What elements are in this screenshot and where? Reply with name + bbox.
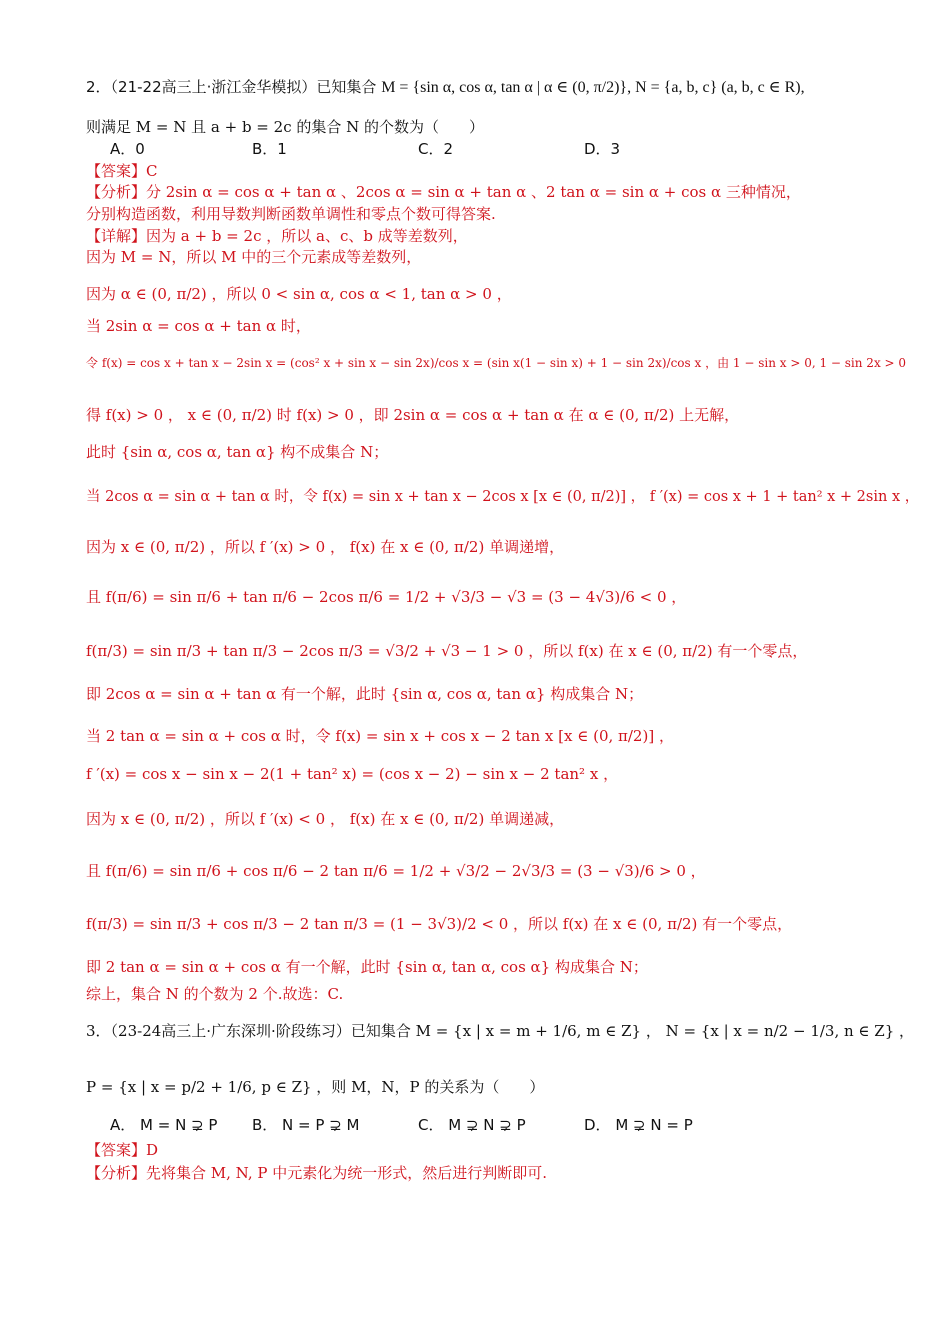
q2-option-c: C．2 [418, 140, 454, 158]
q2-stem-line2: 则满足 M = N 且 a + b = 2c 的集合 N 的个数为（ ） [86, 118, 485, 136]
q2-detail-line: 即 2cos α = sin α + tan α 有一个解，此时 {sin α, cos α, tan α} 构成集合 N； [86, 685, 644, 703]
q2-detail-line: 因为 α ∈ (0, π/2) ，所以 0 < sin α, cos α < 1, tan α > 0 ， [86, 285, 512, 303]
q3-option-c: C． M ⊋ N ⊋ P [418, 1116, 526, 1134]
q2-option-b: B．1 [252, 140, 287, 158]
q3-option-d: D． M ⊋ N = P [584, 1116, 693, 1134]
q2-detail-line: 且 f(π/6) = sin π/6 + cos π/6 − 2 tan π/6 = 1/2 + √3/2 − 2√3/3 = (3 − √3)/6 > 0 ， [86, 862, 706, 880]
q3-stem-line2: P = {x | x = p/2 + 1/6, p ∈ Z} ，则 M，N，P 的关系为（ ） [86, 1078, 545, 1096]
q2-answer: 【答案】C [86, 162, 158, 180]
q2-option-a: A．0 [110, 140, 145, 158]
q2-detail-line: 当 2sin α = cos α + tan α 时， [86, 317, 311, 335]
q2-detail-line: 得 f(x) > 0 ， x ∈ (0, π/2) 时 f(x) > 0 ，即 2sin α = cos α + tan α 在 α ∈ (0, π/2) 上无解， [86, 406, 740, 424]
q2-detail-line: f ′(x) = cos x − sin x − 2(1 + tan² x) = (cos x − 2) − sin x − 2 tan² x ， [86, 765, 619, 783]
q2-conclusion: 综上，集合 N 的个数为 2 个.故选：C. [86, 985, 344, 1003]
q3-options [0, 1114, 950, 1136]
q2-analysis-line2: 分别构造函数，利用导数判断函数单调性和零点个数可得答案. [86, 205, 496, 223]
q3-option-a: A． M = N ⊋ P [110, 1116, 218, 1134]
q3-option-b: B． N = P ⊋ M [252, 1116, 360, 1134]
q2-detail-line: 当 2 tan α = sin α + cos α 时，令 f(x) = sin x + cos x − 2 tan x [x ∈ (0, π/2)] ， [86, 727, 674, 745]
q2-detail-line: 此时 {sin α, cos α, tan α} 构不成集合 N； [86, 443, 389, 461]
q2-detail-line: 因为 M = N，所以 M 中的三个元素成等差数列， [86, 248, 422, 266]
q2-detail-line: f(π/3) = sin π/3 + cos π/3 − 2 tan π/3 = (1 − 3√3)/2 < 0 ，所以 f(x) 在 x ∈ (0, π/2) 有一个零点， [86, 915, 793, 933]
q3-stem-line1: 3．（23-24高三上·广东深圳·阶段练习）已知集合 M = {x | x = m + 1/6, m ∈ Z} ， N = {x | x = n/2 − 1/3, n ∈ Z} ， [86, 1022, 915, 1040]
q2-stem-prefix: 2．（21-22高三上·浙江金华模拟）已知集合 [86, 78, 377, 96]
q2-analysis-line1: 【分析】分 2sin α = cos α + tan α 、2cos α = sin α + tan α 、2 tan α = sin α + cos α 三种情况， [86, 183, 801, 201]
q2-detail-line: 因为 x ∈ (0, π/2) ，所以 f ′(x) > 0 ， f(x) 在 x ∈ (0, π/2) 单调递增， [86, 538, 565, 556]
q2-detail-line: 因为 x ∈ (0, π/2) ，所以 f ′(x) < 0 ， f(x) 在 x ∈ (0, π/2) 单调递减， [86, 810, 565, 828]
q2-detail-line: 当 2cos α = sin α + tan α 时，令 f(x) = sin x + tan x − 2cos x [x ∈ (0, π/2)] ， f ′(x) = cos x + 1 + tan² x + 2sin x ， [86, 489, 920, 505]
q2-detail-line: 【详解】因为 a + b = 2c ，所以 a、c、b 成等差数列， [86, 227, 468, 245]
q2-detail-line: 即 2 tan α = sin α + cos α 有一个解，此时 {sin α, tan α, cos α} 构成集合 N； [86, 958, 648, 976]
q2-stem-math: M = {sin α, cos α, tan α | α ∈ (0, π/2)}, N = {a, b, c} (a, b, c ∈ R), [381, 79, 805, 96]
q3-analysis: 【分析】先将集合 M, N, P 中元素化为统一形式，然后进行判断即可. [86, 1164, 547, 1182]
q2-detail-line: 令 f(x) = cos x + tan x − 2sin x = (cos² x + sin x − sin 2x)/cos x = (sin x(1 − sin x) + 1 − sin 2x)/cos x ，由 1 − sin x > 0, 1 − sin 2x > 0 [86, 356, 907, 370]
q2-stem-line1 [86, 76, 805, 99]
q3-answer: 【答案】D [86, 1141, 159, 1159]
q2-detail-line: f(π/3) = sin π/3 + tan π/3 − 2cos π/3 = √3/2 + √3 − 1 > 0 ，所以 f(x) 在 x ∈ (0, π/2) 有一个零点， [86, 642, 808, 660]
q2-detail-line: 且 f(π/6) = sin π/6 + tan π/6 − 2cos π/6 = 1/2 + √3/3 − √3 = (3 − 4√3)/6 < 0 ， [86, 588, 687, 606]
q2-option-d: D．3 [584, 140, 621, 158]
q2-options [0, 138, 950, 160]
